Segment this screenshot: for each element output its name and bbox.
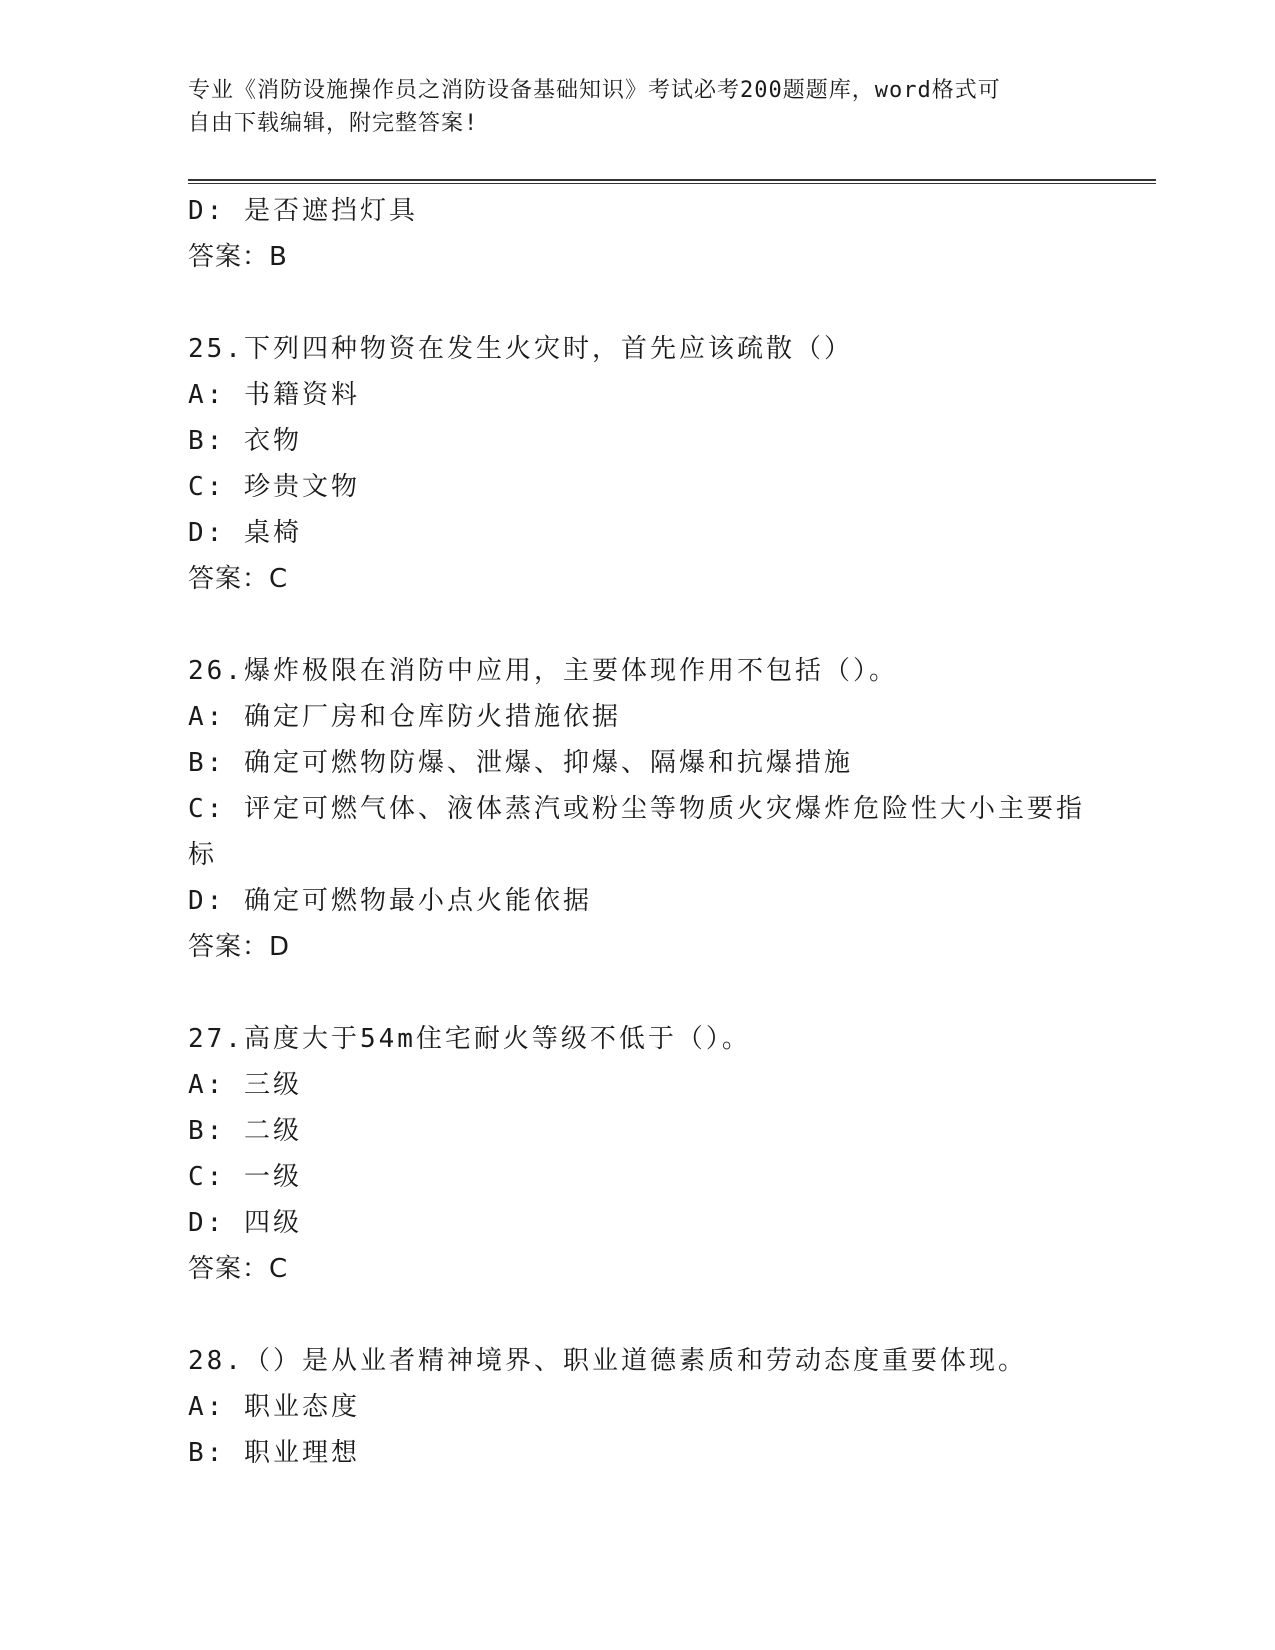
option-d: D: 桌椅 bbox=[188, 518, 302, 548]
question-24-fragment bbox=[188, 188, 1088, 280]
spacer bbox=[188, 280, 1088, 326]
answer: 答案：B bbox=[188, 242, 288, 272]
question-25 bbox=[188, 326, 1088, 602]
document-header bbox=[188, 74, 1088, 140]
header-title-line-2: 自由下载编辑，附完整答案! bbox=[188, 111, 479, 136]
option-a: A: 三级 bbox=[188, 1070, 302, 1100]
option-b: B: 二级 bbox=[188, 1116, 302, 1146]
option-a: A: 确定厂房和仓库防火措施依据 bbox=[188, 702, 621, 732]
option-b: B: 职业理想 bbox=[188, 1438, 360, 1468]
header-divider bbox=[188, 179, 1156, 184]
question-28 bbox=[188, 1338, 1088, 1476]
option-d: D: 是否遮挡灯具 bbox=[188, 196, 418, 226]
header-title-line-1: 专业《消防设施操作员之消防设备基础知识》考试必考200题题库，word格式可 bbox=[188, 78, 1001, 103]
spacer bbox=[188, 1292, 1088, 1338]
question-27 bbox=[188, 1016, 1088, 1292]
answer: 答案：D bbox=[188, 932, 291, 962]
question-stem: 25.下列四种物资在发生火灾时，首先应该疏散（） bbox=[188, 334, 853, 364]
option-c: C: 珍贵文物 bbox=[188, 472, 360, 502]
option-b: B: 确定可燃物防爆、泄爆、抑爆、隔爆和抗爆措施 bbox=[188, 748, 853, 778]
question-stem: 27.高度大于54m住宅耐火等级不低于（）。 bbox=[188, 1024, 751, 1054]
question-stem: 26.爆炸极限在消防中应用，主要体现作用不包括（）。 bbox=[188, 656, 898, 686]
spacer bbox=[188, 970, 1088, 1016]
option-d: D: 四级 bbox=[188, 1208, 302, 1238]
question-list bbox=[188, 188, 1088, 1476]
option-a: A: 职业态度 bbox=[188, 1392, 360, 1422]
question-stem: 28.（）是从业者精神境界、职业道德素质和劳动态度重要体现。 bbox=[188, 1346, 1027, 1376]
option-a: A: 书籍资料 bbox=[188, 380, 360, 410]
option-c: C: 评定可燃气体、液体蒸汽或粉尘等物质火灾爆炸危险性大小主要指标 bbox=[188, 794, 1085, 870]
option-b: B: 衣物 bbox=[188, 426, 302, 456]
answer: 答案：C bbox=[188, 1254, 289, 1284]
spacer bbox=[188, 602, 1088, 648]
answer: 答案：C bbox=[188, 564, 289, 594]
question-26 bbox=[188, 648, 1088, 970]
option-d: D: 确定可燃物最小点火能依据 bbox=[188, 886, 592, 916]
option-c: C: 一级 bbox=[188, 1162, 302, 1192]
